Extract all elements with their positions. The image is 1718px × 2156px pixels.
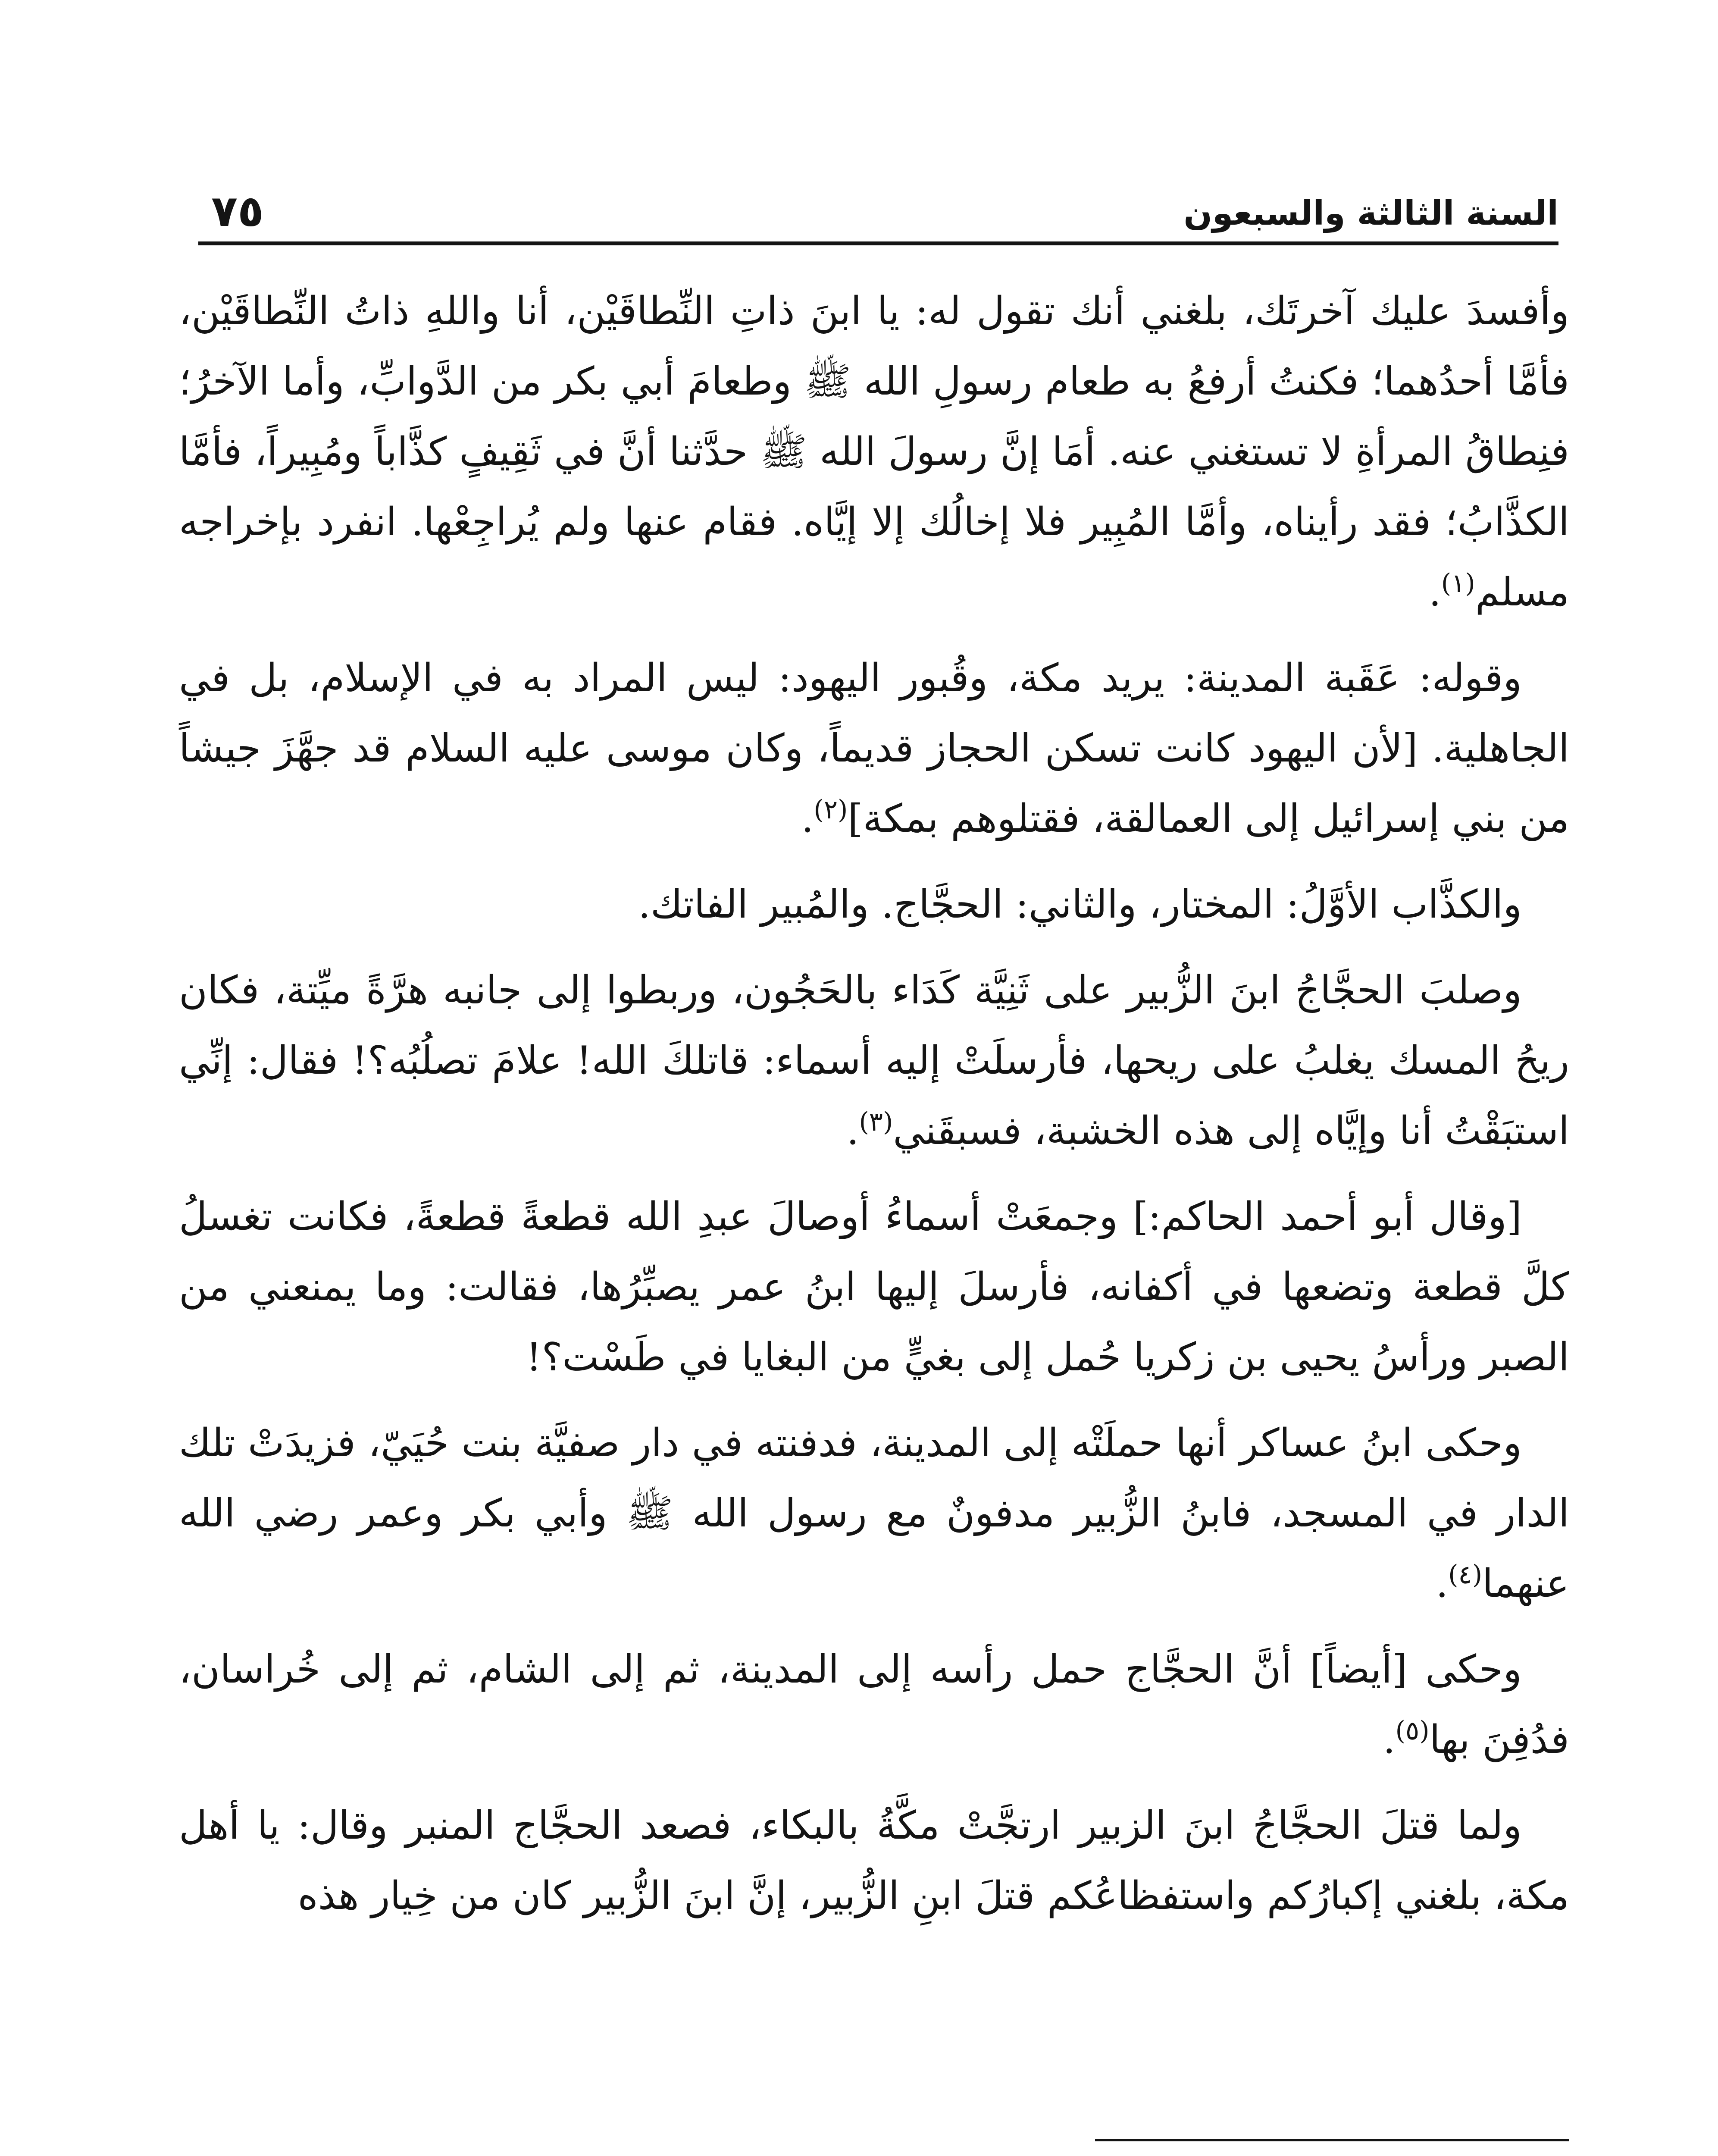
footnote-reference: (٥) <box>1395 1716 1430 1746</box>
main-text <box>179 276 1569 1946</box>
footnote-divider <box>1095 2139 1569 2141</box>
paragraph-text: وصلبَ الحجَّاجُ ابنَ الزُّبير على ثَنِيَّة كَدَاء بالحَجُون، وربطوا إلى جانبه هرَّةً ميِّتة، فكان ريحُ المسك يغلبُ على ريحها، فأرسلَتْ إليه أسماء: قاتلكَ الله! علامَ تصلُبُه؟! فقال: إنِّي استبَقْتُ أنا وإيَّاه إلى هذه الخشبة، فسبقَني <box>179 968 1569 1153</box>
paragraph-text: وحكى ابنُ عساكر أنها حملَتْه إلى المدينة، فدفنته في دار صفيَّة بنت حُيَيّ، فزيدَتْ تلك الدار في المسجد، فابنُ الزُّبير مدفونٌ مع رسول الله ﷺ وأبي بكر وعمر رضي الله عنهما <box>179 1420 1569 1606</box>
page-header <box>198 181 1558 246</box>
paragraph <box>179 869 1569 940</box>
header-divider <box>198 241 1558 245</box>
paragraph <box>179 1181 1569 1392</box>
footnote-reference: (٤) <box>1448 1560 1483 1590</box>
paragraph-text: . <box>846 1108 859 1153</box>
paragraph <box>179 276 1569 627</box>
running-title: السنة الثالثة والسبعون <box>1183 194 1558 233</box>
paragraph-text: والكذَّاب الأوَّلُ: المختار، والثاني: الحجَّاج. والمُبير الفاتك. <box>638 882 1522 927</box>
paragraph-text: . <box>1383 1717 1396 1762</box>
paragraph <box>179 1790 1569 1931</box>
paragraph-text: ولما قتلَ الحجَّاجُ ابنَ الزبير ارتجَّتْ مكَّةُ بالبكاء، فصعد الحجَّاج المنبر وقال: يا أهل مكة، بلغني إكبارُكم واستفظاعُكم قتلَ ابنِ الزُّبير، إنَّ ابنَ الزُّبير كان من خِيار هذه <box>179 1803 1569 1918</box>
paragraph <box>179 955 1569 1166</box>
footnote-reference: (٣) <box>859 1107 893 1137</box>
paragraph-text: وحكى [أيضاً] أنَّ الحجَّاج حمل رأسه إلى المدينة، ثم إلى الشام، ثم إلى خُراسان، فدُفِنَ بها <box>179 1647 1569 1762</box>
paragraph-text: . <box>801 796 814 841</box>
paragraph-text: [وقال أبو أحمد الحاكم:] وجمعَتْ أسماءُ أوصالَ عبدِ الله قطعةً قطعةً، فكانت تغسلُ كلَّ قطعة وتضعها في أكفانه، فأرسلَ إليها ابنُ عمر يصبِّرُها، فقالت: وما يمنعني من الصبر ورأسُ يحيى بن زكريا حُمل إلى بغيٍّ من البغايا في طَسْت؟! <box>179 1194 1569 1380</box>
paragraph-text: . <box>1436 1561 1449 1606</box>
paragraph-text: وأفسدَ عليك آخرتَك، بلغني أنك تقول له: يا ابنَ ذاتِ النِّطاقَيْن، أنا واللهِ ذاتُ النِّطاقَيْن، فأمَّا أحدُهما؛ فكنتُ أرفعُ به طعام رسولِ الله ﷺ وطعامَ أبي بكر من الدَّوابِّ، وأما الآخرُ؛ فنِطاقُ المرأةِ لا تستغني عنه. أمَا إنَّ رسولَ الله ﷺ حدَّثنا أنَّ في ثَقِيفٍ كذَّاباً ومُبِيراً، فأمَّا الكذَّابُ؛ فقد رأيناه، وأمَّا المُبِير فلا إخالُك إلا إيَّاه. فقام عنها ولم يُراجِعْها. انفرد بإخراجه مسلم <box>179 288 1569 615</box>
paragraph <box>179 643 1569 854</box>
paragraph <box>179 1408 1569 1619</box>
page-number: ٧٥ <box>211 186 264 236</box>
paragraph-text: . <box>1429 570 1441 615</box>
footnote-reference: (١) <box>1441 568 1475 599</box>
paragraph-text: وقوله: عَقَبة المدينة: يريد مكة، وقُبور اليهود: ليس المراد به في الإسلام، بل في الجاهلية. [لأن اليهود كانت تسكن الحجاز قديماً، وكان موسى عليه السلام قد جهَّزَ جيشاً من بني إسرائيل إلى العمالقة، فقتلوهم بمكة] <box>179 655 1569 841</box>
paragraph <box>179 1634 1569 1775</box>
footnote-reference: (٢) <box>814 795 848 825</box>
